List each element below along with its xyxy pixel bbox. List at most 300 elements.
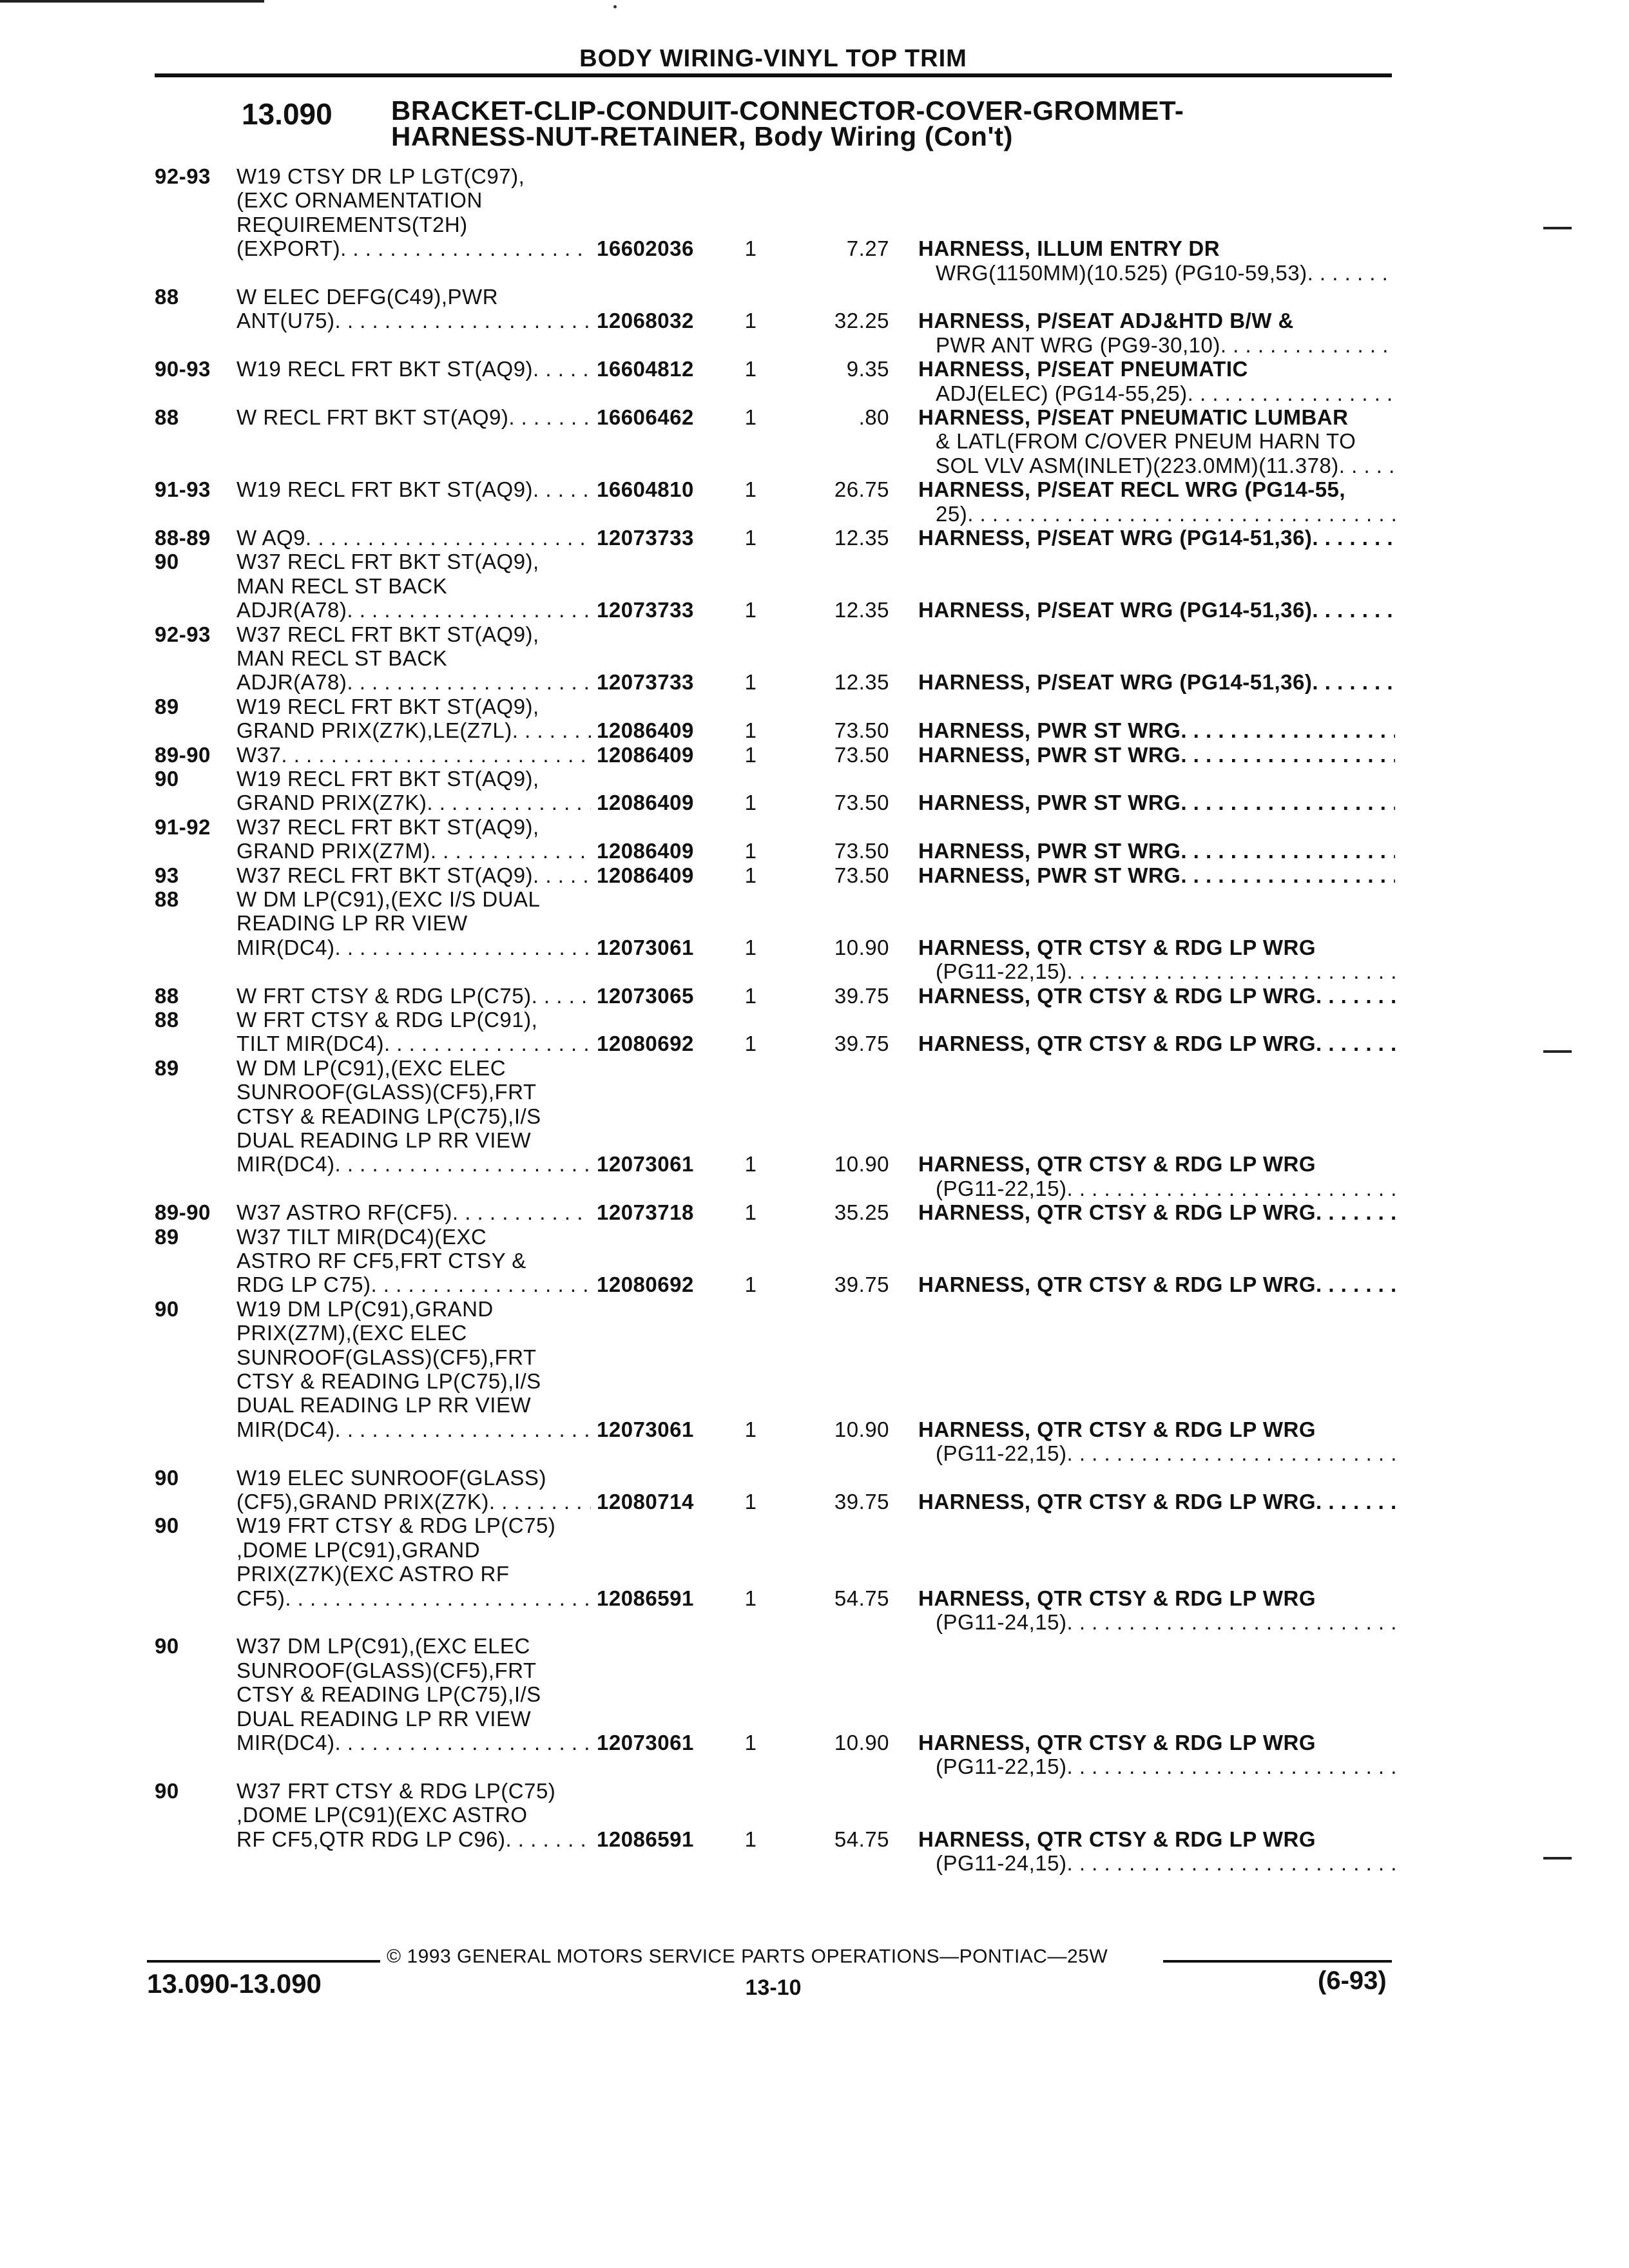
row-part-name <box>918 526 1395 550</box>
row-part-name-cont <box>936 1610 1395 1635</box>
row-description-line: CTSY & READING LP(C75),I/S <box>236 1369 541 1393</box>
row-years: 88 <box>155 285 179 309</box>
row-part-number: 12086591 <box>597 1586 694 1610</box>
row-part-name-cont-text: (PG11-24,15) <box>936 1610 1067 1634</box>
row-part-name-text: HARNESS, QTR CTSY & RDG LP WRG <box>918 983 1316 1008</box>
row-part-name-text: HARNESS, PWR ST WRG <box>918 839 1181 863</box>
row-part-name <box>918 984 1395 1008</box>
row-description-line: CTSY & READING LP(C75),I/S <box>236 1104 541 1128</box>
row-part-name <box>918 1032 1395 1056</box>
row-description-line: MAN RECL ST BACK <box>236 646 448 670</box>
row-description-line-text: W19 RECL FRT BKT ST(AQ9) <box>236 477 534 502</box>
row-description-line-text: (CF5),GRAND PRIX(Z7K) <box>236 1490 489 1514</box>
row-price: 10.90 <box>834 935 889 959</box>
row-part-number: 12080714 <box>597 1490 694 1514</box>
row-description-line: SUNROOF(GLASS)(CF5),FRT <box>236 1080 537 1104</box>
row-description-line: PRIX(Z7K)(EXC ASTRO RF <box>236 1562 510 1586</box>
row-years: 89 <box>155 1224 179 1249</box>
row-quantity: 1 <box>744 670 757 695</box>
leader-dots <box>1066 1441 1395 1466</box>
row-part-number: 12086409 <box>597 863 694 887</box>
row-description-line: W37 FRT CTSY & RDG LP(C75) <box>236 1778 556 1803</box>
row-description-line: W19 ELEC SUNROOF(GLASS) <box>236 1465 546 1490</box>
row-price: 26.75 <box>834 477 889 502</box>
leader-dots <box>967 502 1395 526</box>
row-description-line-text: GRAND PRIX(Z7M) <box>236 839 430 863</box>
row-years: 91-93 <box>155 477 211 502</box>
footer-section-range: 13.090-13.090 <box>147 1968 322 1999</box>
row-description-line: ,DOME LP(C91)(EXC ASTRO <box>236 1803 528 1827</box>
row-price: 39.75 <box>834 1273 889 1297</box>
row-price: 39.75 <box>834 983 889 1008</box>
row-part-name-text: HARNESS, P/SEAT WRG (PG14-51,36) <box>918 670 1313 695</box>
leader-dots <box>334 936 591 960</box>
margin-tick <box>1543 1857 1572 1860</box>
row-price: 12.35 <box>834 526 889 550</box>
row-years: 90-93 <box>155 357 211 381</box>
row-quantity: 1 <box>744 983 757 1008</box>
row-part-name <box>918 598 1395 622</box>
header-rule <box>155 73 1392 77</box>
row-description-line-text: W37 <box>236 742 282 767</box>
section-title-line: BRACKET-CLIP-CONDUIT-CONNECTOR-COVER-GROMMET- <box>391 95 1184 126</box>
scan-edge-line <box>0 0 264 3</box>
row-quantity: 1 <box>744 791 757 815</box>
row-part-name <box>918 1200 1395 1225</box>
row-part-name-cont-text: ADJ(ELEC) (PG14-55,25) <box>936 381 1188 405</box>
row-description-line <box>236 839 591 863</box>
row-description-line <box>236 1152 591 1177</box>
row-part-name-cont <box>936 1177 1395 1201</box>
row-price: 73.50 <box>834 718 889 743</box>
row-part-name-text: HARNESS, PWR ST WRG <box>918 863 1181 887</box>
leader-dots <box>281 743 591 767</box>
row-description-line-text: MIR(DC4) <box>236 935 335 959</box>
row-years: 88 <box>155 405 179 429</box>
leader-dots <box>340 236 591 261</box>
row-description-line: W DM LP(C91),(EXC I/S DUAL <box>236 887 541 911</box>
row-price: 73.50 <box>834 742 889 767</box>
row-part-number: 12086591 <box>597 1827 694 1851</box>
section-title-line: HARNESS-NUT-RETAINER, Body Wiring (Con't) <box>391 121 1013 151</box>
leader-dots <box>512 718 591 743</box>
row-years: 88 <box>155 887 179 911</box>
row-part-name-cont-text: (PG11-24,15) <box>936 1851 1067 1875</box>
leader-dots <box>532 984 591 1008</box>
row-price: 73.50 <box>834 863 889 887</box>
row-description-line-text: RF CF5,QTR RDG LP C96) <box>236 1827 506 1851</box>
row-quantity: 1 <box>744 935 757 959</box>
row-part-name-cont <box>936 1851 1395 1876</box>
row-description-line <box>236 1586 591 1611</box>
row-part-number: 16602036 <box>597 236 694 261</box>
margin-tick <box>1543 227 1572 229</box>
row-part-name-cont <box>936 381 1395 406</box>
leader-dots <box>334 1731 591 1755</box>
row-part-name-text: HARNESS, QTR CTSY & RDG LP WRG <box>918 1200 1316 1225</box>
row-quantity: 1 <box>744 839 757 863</box>
row-description-line: SUNROOF(GLASS)(CF5),FRT <box>236 1658 537 1682</box>
row-part-name-cont-text: (PG11-22,15) <box>936 959 1067 984</box>
leader-dots <box>335 309 591 333</box>
leader-dots <box>1316 1273 1395 1297</box>
row-quantity: 1 <box>744 1490 757 1514</box>
row-part-name-cont <box>936 454 1395 478</box>
row-description-line-text: (EXPORT) <box>236 236 341 261</box>
row-part-name-text: HARNESS, PWR ST WRG <box>918 742 1181 767</box>
row-description-line <box>236 309 591 333</box>
row-description-line <box>236 477 591 502</box>
row-quantity: 1 <box>744 1827 757 1851</box>
footer-rule <box>1163 1960 1392 1963</box>
row-years: 89 <box>155 1055 179 1080</box>
row-part-name-cont-text: 25) <box>936 501 968 526</box>
leader-dots <box>452 1200 591 1225</box>
row-quantity: 1 <box>744 1032 757 1056</box>
row-price: 73.50 <box>834 791 889 815</box>
row-quantity: 1 <box>744 1200 757 1225</box>
row-part-name <box>918 743 1395 767</box>
row-price: 32.25 <box>834 309 889 333</box>
row-years: 89-90 <box>155 742 211 767</box>
row-description-line: W19 FRT CTSY & RDG LP(C75) <box>236 1514 556 1538</box>
leader-dots <box>285 1586 591 1611</box>
leader-dots <box>1181 791 1395 815</box>
row-price: .80 <box>858 405 889 429</box>
row-description-line: PRIX(Z7M),(EXC ELEC <box>236 1321 467 1345</box>
row-description-line <box>236 984 591 1008</box>
footer-copyright: © 1993 GENERAL MOTORS SERVICE PARTS OPERATIONS—PONTIAC—25W <box>387 1946 1108 1967</box>
row-description-line: W37 TILT MIR(DC4)(EXC <box>236 1224 487 1249</box>
row-part-name: HARNESS, QTR CTSY & RDG LP WRG <box>918 1417 1316 1441</box>
leader-dots <box>1188 381 1395 406</box>
row-part-name: HARNESS, P/SEAT RECL WRG (PG14-55, <box>918 477 1346 502</box>
row-quantity: 1 <box>744 1152 757 1177</box>
footer-date: (6-93) <box>1318 1966 1387 1995</box>
row-part-number: 16604812 <box>597 357 694 381</box>
row-part-number: 12080692 <box>597 1273 694 1297</box>
row-description-line: SUNROOF(GLASS)(CF5),FRT <box>236 1345 537 1369</box>
row-price: 54.75 <box>834 1586 889 1610</box>
row-part-number: 12073065 <box>597 983 694 1008</box>
leader-dots <box>371 1273 591 1297</box>
row-years: 90 <box>155 1514 179 1538</box>
row-description-line: W19 CTSY DR LP LGT(C97), <box>236 164 525 188</box>
leader-dots <box>1316 1200 1395 1225</box>
leader-dots <box>533 477 591 502</box>
row-quantity: 1 <box>744 598 757 622</box>
row-part-name-cont-text: (PG11-22,15) <box>936 1441 1067 1466</box>
row-price: 10.90 <box>834 1152 889 1177</box>
row-part-number: 12080692 <box>597 1032 694 1056</box>
leader-dots <box>334 1418 591 1442</box>
row-description-line: W37 RECL FRT BKT ST(AQ9), <box>236 814 539 839</box>
row-description-line <box>236 791 591 815</box>
row-description-line-text: MIR(DC4) <box>236 1731 335 1754</box>
row-years: 92-93 <box>155 164 211 188</box>
leader-dots <box>1220 333 1395 358</box>
leader-dots <box>1066 1610 1395 1635</box>
row-description-line: W19 DM LP(C91),GRAND <box>236 1296 494 1321</box>
row-description-line: W37 DM LP(C91),(EXC ELEC <box>236 1634 530 1658</box>
row-description-line: W ELEC DEFG(C49),PWR <box>236 285 499 309</box>
section-number: 13.090 <box>242 97 333 131</box>
leader-dots <box>489 1490 591 1514</box>
footer-page-number: 13-10 <box>745 1975 802 2000</box>
row-description-line: DUAL READING LP RR VIEW <box>236 1706 532 1731</box>
row-part-name: HARNESS, P/SEAT ADJ&HTD B/W & <box>918 309 1294 333</box>
row-description-line: ASTRO RF CF5,FRT CTSY & <box>236 1249 526 1273</box>
leader-dots <box>1181 743 1395 767</box>
leader-dots <box>1312 598 1395 622</box>
row-description-line <box>236 405 591 430</box>
row-description-line <box>236 1490 591 1514</box>
row-years: 92-93 <box>155 622 211 646</box>
row-quantity: 1 <box>744 236 757 261</box>
row-part-name-cont-text: PWR ANT WRG (PG9-30,10) <box>936 332 1220 357</box>
leader-dots <box>1312 670 1395 695</box>
page-header-title: BODY WIRING-VINYL TOP TRIM <box>579 45 967 72</box>
row-description-line-text: MIR(DC4) <box>236 1152 335 1177</box>
row-part-name: HARNESS, ILLUM ENTRY DR <box>918 236 1220 261</box>
row-description-line <box>236 1418 591 1442</box>
row-quantity: 1 <box>744 405 757 429</box>
row-years: 90 <box>155 1296 179 1321</box>
row-description-line <box>236 598 591 622</box>
row-description-line-text: GRAND PRIX(Z7K) <box>236 791 427 815</box>
row-quantity: 1 <box>744 1586 757 1610</box>
row-description-line <box>236 743 591 767</box>
row-part-number: 12073061 <box>597 935 694 959</box>
row-part-name-text: HARNESS, QTR CTSY & RDG LP WRG <box>918 1032 1316 1056</box>
leader-dots <box>347 598 591 622</box>
row-description-line-text: ADJR(A78) <box>236 598 347 622</box>
scan-speck <box>613 5 617 8</box>
row-quantity: 1 <box>744 1417 757 1441</box>
row-description-line <box>236 718 591 743</box>
row-price: 10.90 <box>834 1417 889 1441</box>
row-quantity: 1 <box>744 526 757 550</box>
row-description-line: W FRT CTSY & RDG LP(C91), <box>236 1008 538 1032</box>
row-price: 39.75 <box>834 1490 889 1514</box>
row-price: 12.35 <box>834 598 889 622</box>
row-quantity: 1 <box>744 863 757 887</box>
row-part-name: HARNESS, QTR CTSY & RDG LP WRG <box>918 935 1316 959</box>
row-description-line: W19 RECL FRT BKT ST(AQ9), <box>236 694 539 718</box>
row-part-name <box>918 670 1395 695</box>
row-years: 90 <box>155 1465 179 1490</box>
row-description-line-text: GRAND PRIX(Z7K),LE(Z7L) <box>236 718 512 743</box>
row-quantity: 1 <box>744 718 757 743</box>
row-part-number: 12086409 <box>597 791 694 815</box>
row-description-line-text: W AQ9 <box>236 526 306 550</box>
row-price: 12.35 <box>834 670 889 695</box>
row-part-name-cont <box>936 1441 1395 1466</box>
row-description-line <box>236 526 591 550</box>
row-years: 89-90 <box>155 1200 211 1225</box>
row-description-line: W19 RECL FRT BKT ST(AQ9), <box>236 767 539 791</box>
row-description-line <box>236 1273 591 1297</box>
row-part-name <box>918 1490 1395 1514</box>
row-quantity: 1 <box>744 1273 757 1297</box>
row-description-line <box>236 1200 591 1225</box>
row-part-name-cont <box>936 261 1395 285</box>
leader-dots <box>347 670 591 695</box>
row-description-line: READING LP RR VIEW <box>236 911 468 936</box>
leader-dots <box>1066 959 1395 984</box>
footer-rule <box>147 1960 380 1963</box>
row-part-name-text: HARNESS, PWR ST WRG <box>918 718 1181 743</box>
row-price: 10.90 <box>834 1731 889 1754</box>
row-description-line-text: W19 RECL FRT BKT ST(AQ9) <box>236 357 534 381</box>
leader-dots <box>305 526 591 550</box>
row-part-number: 12086409 <box>597 839 694 863</box>
row-price: 39.75 <box>834 1032 889 1056</box>
row-quantity: 1 <box>744 477 757 502</box>
leader-dots <box>1339 454 1395 478</box>
leader-dots <box>533 863 591 888</box>
row-part-name <box>918 1273 1395 1297</box>
row-part-name-cont <box>936 1754 1395 1779</box>
leader-dots <box>1066 1177 1395 1201</box>
row-years: 90 <box>155 1778 179 1803</box>
row-description-line-text: TILT MIR(DC4) <box>236 1032 384 1056</box>
leader-dots <box>1181 839 1395 863</box>
row-part-name <box>918 791 1395 815</box>
row-part-number: 12073733 <box>597 526 694 550</box>
row-description-line-text: W37 RECL FRT BKT ST(AQ9) <box>236 863 534 887</box>
row-years: 89 <box>155 694 179 718</box>
row-part-name-cont-text: (PG11-22,15) <box>936 1176 1067 1200</box>
leader-dots <box>1066 1754 1395 1779</box>
row-part-number: 16604810 <box>597 477 694 502</box>
row-years: 90 <box>155 767 179 791</box>
row-description-line: ,DOME LP(C91),GRAND <box>236 1537 481 1562</box>
row-part-name-cont: & LATL(FROM C/OVER PNEUM HARN TO <box>936 429 1356 454</box>
row-years: 90 <box>155 550 179 574</box>
leader-dots <box>1307 261 1395 285</box>
leader-dots <box>334 1152 591 1177</box>
row-description-line-text: MIR(DC4) <box>236 1417 335 1441</box>
row-description-line <box>236 863 591 888</box>
row-quantity: 1 <box>744 742 757 767</box>
row-part-name: HARNESS, QTR CTSY & RDG LP WRG <box>918 1731 1316 1754</box>
leader-dots <box>427 791 591 815</box>
leader-dots <box>1316 1490 1395 1514</box>
leader-dots <box>430 839 591 863</box>
row-description-line: W DM LP(C91),(EXC ELEC <box>236 1055 506 1080</box>
row-years: 88 <box>155 1008 179 1032</box>
row-part-name-cont <box>936 502 1395 526</box>
row-part-name-cont-text: (PG11-22,15) <box>936 1754 1067 1779</box>
row-part-number: 12073061 <box>597 1731 694 1754</box>
row-description-line <box>236 1827 591 1852</box>
row-part-name-text: HARNESS, QTR CTSY & RDG LP WRG <box>918 1490 1316 1514</box>
row-description-line-text: CF5) <box>236 1586 285 1610</box>
row-description-line: CTSY & READING LP(C75),I/S <box>236 1682 541 1707</box>
row-description-line-text: ANT(U75) <box>236 309 335 333</box>
row-part-name-text: HARNESS, P/SEAT WRG (PG14-51,36) <box>918 598 1313 622</box>
row-part-name: HARNESS, QTR CTSY & RDG LP WRG <box>918 1586 1316 1610</box>
row-description-line: (EXC ORNAMENTATION <box>236 188 483 213</box>
row-part-name <box>918 863 1395 888</box>
row-description-line-text: W FRT CTSY & RDG LP(C75) <box>236 983 532 1008</box>
row-part-number: 12073733 <box>597 598 694 622</box>
row-description-line: W37 RECL FRT BKT ST(AQ9), <box>236 550 539 574</box>
leader-dots <box>1181 718 1395 743</box>
row-part-name-cont <box>936 333 1395 358</box>
row-part-name <box>918 718 1395 743</box>
row-price: 73.50 <box>834 839 889 863</box>
row-price: 9.35 <box>846 357 889 381</box>
leader-dots <box>1066 1851 1395 1876</box>
row-description-line-text: W RECL FRT BKT ST(AQ9) <box>236 405 509 429</box>
row-description-line <box>236 670 591 695</box>
section-title <box>391 95 1358 151</box>
row-quantity: 1 <box>744 357 757 381</box>
row-part-number: 12073061 <box>597 1152 694 1177</box>
row-part-number: 16606462 <box>597 405 694 429</box>
row-quantity: 1 <box>744 1731 757 1754</box>
row-description-line-text: W37 ASTRO RF(CF5) <box>236 1200 452 1225</box>
row-years: 91-92 <box>155 814 211 839</box>
row-price: 7.27 <box>846 236 889 261</box>
leader-dots <box>1316 984 1395 1008</box>
row-part-number: 12073718 <box>597 1200 694 1225</box>
row-part-name-text: HARNESS, PWR ST WRG <box>918 791 1181 815</box>
row-part-name-cont <box>936 959 1395 984</box>
row-description-line <box>236 1731 591 1755</box>
row-part-name-cont-text: WRG(1150MM)(10.525) (PG10-59,53) <box>936 260 1307 285</box>
row-part-name-text: HARNESS, QTR CTSY & RDG LP WRG <box>918 1273 1316 1297</box>
leader-dots <box>505 1827 591 1852</box>
row-price: 54.75 <box>834 1827 889 1851</box>
row-description-line: MAN RECL ST BACK <box>236 573 448 598</box>
leader-dots <box>384 1032 591 1056</box>
row-description-line <box>236 357 591 381</box>
row-years: 88 <box>155 983 179 1008</box>
margin-tick <box>1543 1050 1572 1053</box>
row-part-name: HARNESS, P/SEAT PNEUMATIC LUMBAR <box>918 405 1349 429</box>
row-description-line: REQUIREMENTS(T2H) <box>236 212 468 236</box>
row-description-line: DUAL READING LP RR VIEW <box>236 1128 532 1152</box>
row-part-name: HARNESS, P/SEAT PNEUMATIC <box>918 357 1248 381</box>
leader-dots <box>533 357 591 381</box>
row-description-line <box>236 236 591 261</box>
row-part-name: HARNESS, QTR CTSY & RDG LP WRG <box>918 1827 1316 1851</box>
row-description-line-text: RDG LP C75) <box>236 1273 371 1297</box>
row-part-name: HARNESS, QTR CTSY & RDG LP WRG <box>918 1152 1316 1177</box>
row-description-line-text: ADJR(A78) <box>236 670 347 695</box>
row-part-number: 12073733 <box>597 670 694 695</box>
row-description-line: W37 RECL FRT BKT ST(AQ9), <box>236 622 539 646</box>
row-part-name-cont-text: SOL VLV ASM(INLET)(223.0MM)(11.378) <box>936 453 1339 477</box>
row-price: 35.25 <box>834 1200 889 1225</box>
row-description-line <box>236 936 591 960</box>
row-description-line: DUAL READING LP RR VIEW <box>236 1393 532 1418</box>
leader-dots <box>1181 863 1395 888</box>
row-part-number: 12068032 <box>597 309 694 333</box>
row-part-number: 12086409 <box>597 742 694 767</box>
row-part-name <box>918 839 1395 863</box>
leader-dots <box>1316 1032 1395 1056</box>
row-part-number: 12086409 <box>597 718 694 743</box>
row-years: 90 <box>155 1634 179 1658</box>
row-years: 88-89 <box>155 526 211 550</box>
leader-dots <box>1312 526 1395 550</box>
row-part-number: 12073061 <box>597 1417 694 1441</box>
row-years: 93 <box>155 863 179 887</box>
